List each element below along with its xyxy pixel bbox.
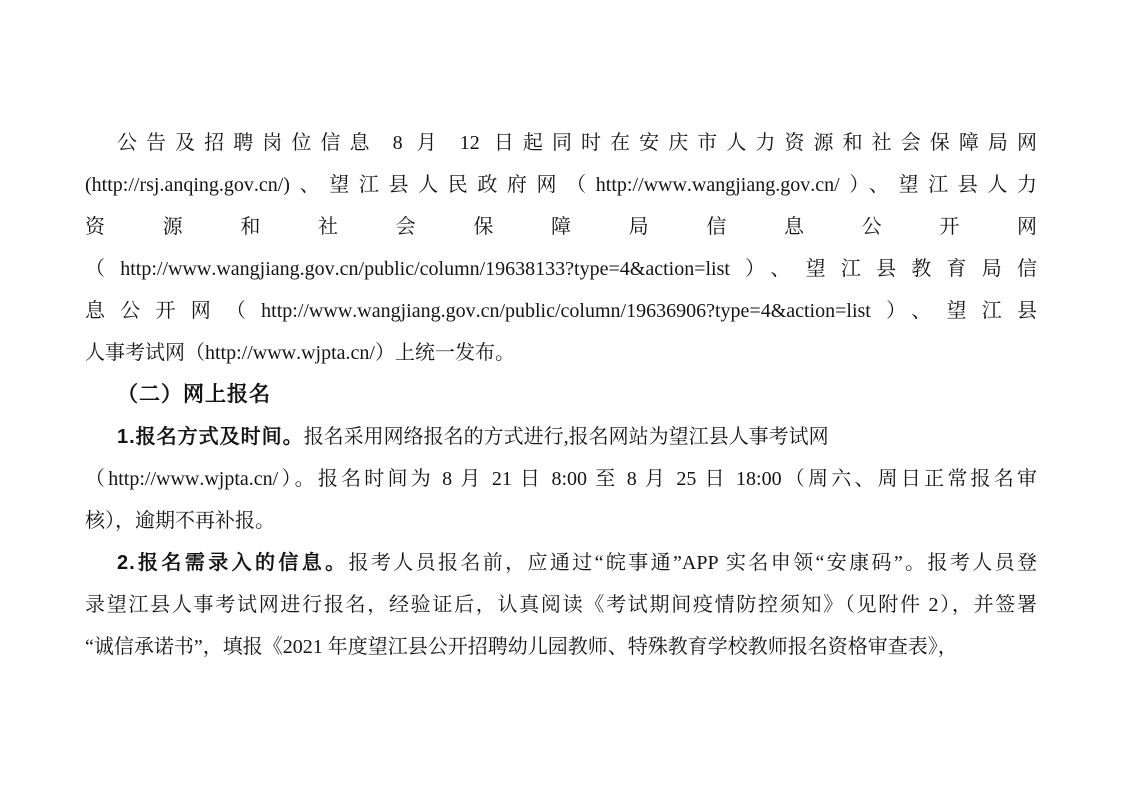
signup-method-line-2: （http://www.wjpta.cn/）。报名时间为 8 月 21 日 8:00 至 8 月 25 日 18:00（周六、周日正常报名审 (85, 468, 1037, 490)
text-line (85, 542, 1037, 584)
publish-line-4-url: （http://www.wangjiang.gov.cn/public/column/19638133?type=4&action=list）、望江县教育局信 (85, 258, 1037, 280)
paragraph-signup-method (85, 416, 1037, 542)
publish-line-6: 人事考试网（http://www.wjpta.cn/）上统一发布。 (85, 342, 515, 364)
publish-line-1: 公告及招聘岗位信息 8 月 12 日起同时在安庆市人力资源和社会保障局网 (117, 132, 1037, 154)
text-line (85, 332, 1037, 374)
text-line (85, 248, 1037, 290)
paragraph-signup-info (85, 542, 1037, 668)
heading-line (85, 374, 1037, 416)
publish-line-2-urls: (http://rsj.anqing.gov.cn/)、望江县人民政府网（http://www.wangjiang.gov.cn/）、望江县人力 (85, 174, 1037, 196)
heading-online-signup: （二）网上报名 (117, 383, 271, 406)
text-line (85, 458, 1037, 500)
signup-info-line-3: “诚信承诺书”，填报《2021 年度望江县公开招聘幼儿园教师、特殊教育学校教师报名资格审查表》， (85, 636, 958, 658)
section-heading-online-signup (85, 374, 1037, 416)
text-line (85, 416, 1037, 458)
text-line (85, 626, 1037, 668)
text-line (85, 164, 1037, 206)
signup-info-line-2: 录望江县人事考试网进行报名，经验证后，认真阅读《考试期间疫情防控须知》（见附件 2），并签署 (85, 594, 1037, 616)
signup-info-line-1: 报考人员报名前，应通过“皖事通”APP 实名申领“安康码”。报考人员登 (348, 552, 1037, 574)
signup-method-line-1: 报名采用网络报名的方式进行,报名网站为望江县人事考试网 (303, 426, 829, 448)
text-line (85, 290, 1037, 332)
paragraph-publish-channels (85, 122, 1037, 374)
text-line (85, 500, 1037, 542)
signup-method-line-3: 核），逾期不再补报。 (85, 510, 275, 532)
publish-line-3: 资源和社会保障局信息公开网 (85, 216, 1037, 238)
publish-line-5-url: 息公开网（http://www.wangjiang.gov.cn/public/column/19636906?type=4&action=list）、望江县 (85, 300, 1037, 322)
text-line (85, 122, 1037, 164)
text-line (85, 206, 1037, 248)
text-line (85, 584, 1037, 626)
signup-info-label: 2.报名需录入的信息。 (117, 552, 349, 574)
signup-method-label: 1.报名方式及时间。 (117, 426, 304, 448)
document-body (85, 122, 1037, 668)
